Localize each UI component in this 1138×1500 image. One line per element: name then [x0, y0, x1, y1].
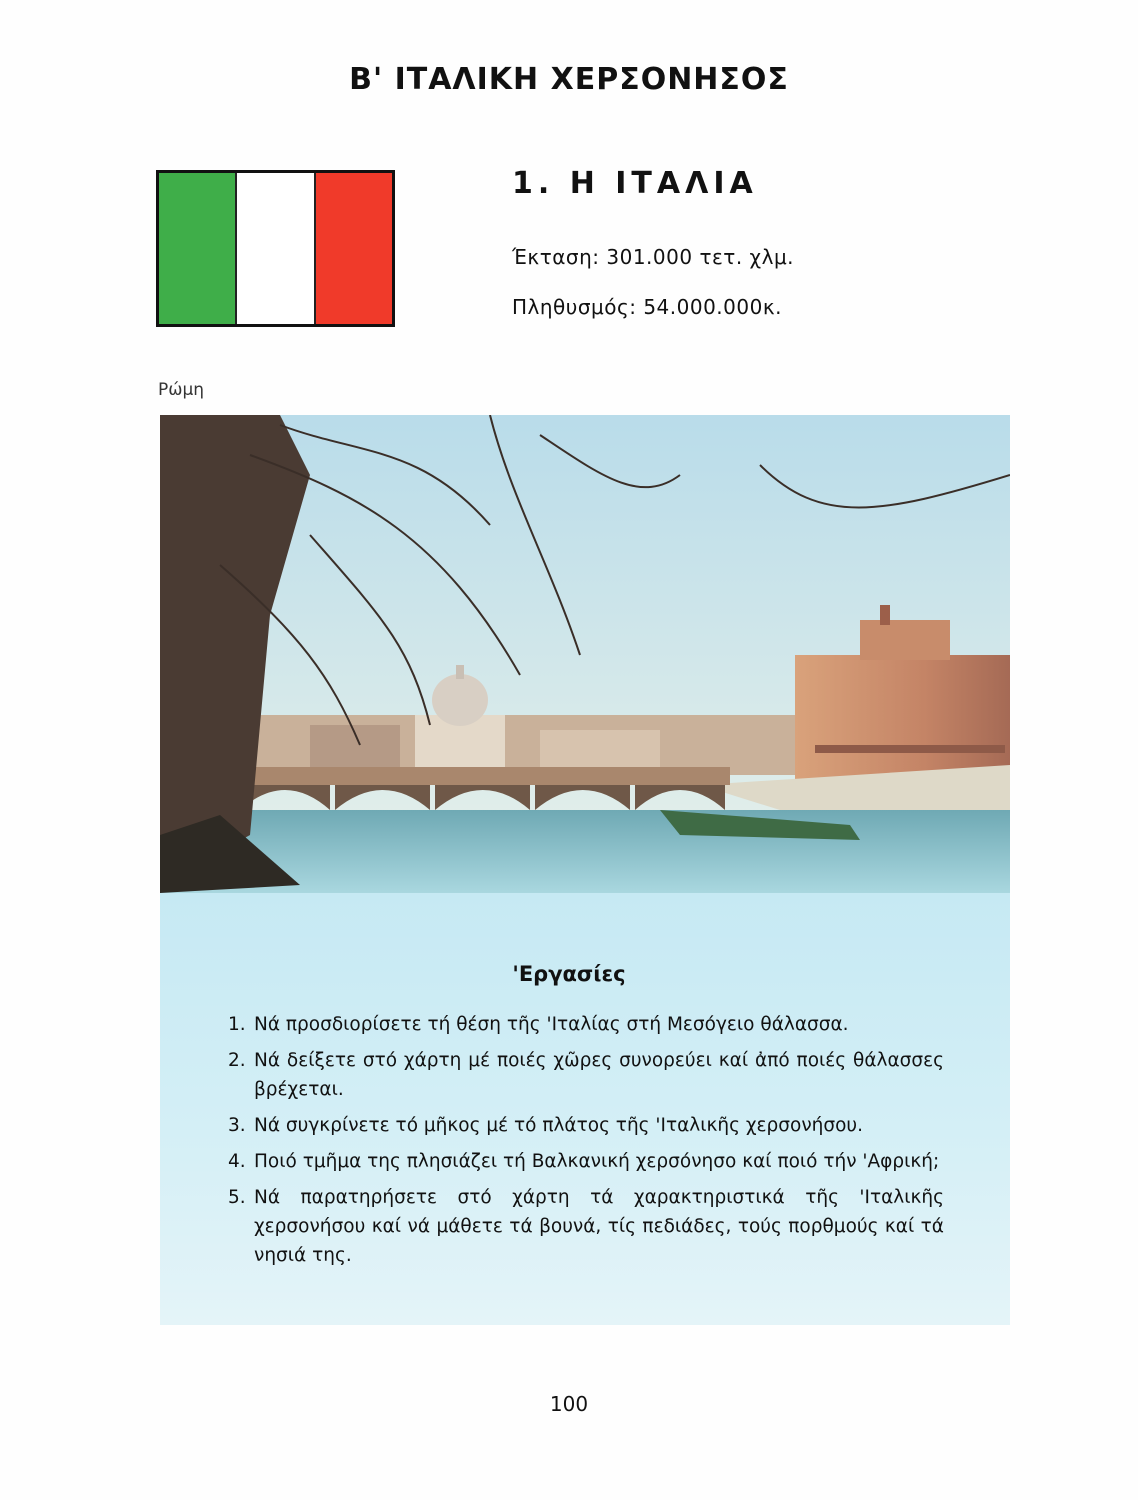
- italy-flag: [156, 170, 395, 327]
- task-number: 1.: [228, 1014, 246, 1035]
- task-item: [228, 1147, 944, 1176]
- task-text: Νά δείξετε στό χάρτη μέ ποιές χῶρες συνορεύει καί ἀπό ποιές θάλασσες βρέχεται.: [254, 1050, 944, 1100]
- task-item: [228, 1046, 944, 1104]
- task-number: 3.: [228, 1115, 246, 1136]
- area-fact: Έκταση: 301.000 τετ. χλμ.: [512, 245, 795, 269]
- task-number: 4.: [228, 1151, 246, 1172]
- flag-stripe-red: [316, 173, 392, 324]
- flag-stripe-white: [237, 173, 315, 324]
- task-list: [228, 1010, 944, 1277]
- population-fact: Πληθυσμός: 54.000.000κ.: [512, 295, 782, 319]
- tasks-heading: 'Εργασίες: [512, 962, 626, 986]
- task-item: [228, 1010, 944, 1039]
- rome-photo: [160, 415, 1010, 893]
- task-text: Νά παρατηρήσετε στό χάρτη τά χαρακτηριστικά τῆς 'Ιταλικῆς χερσονήσου καί νά μάθετε τά βουνά, τίς πεδιάδες, τούς πορθμούς καί τά νησιά της.: [254, 1187, 944, 1266]
- task-number: 5.: [228, 1187, 246, 1208]
- chapter-title: Β' ΙΤΑΛΙΚΗ ΧΕΡΣΟΝΗΣΟΣ: [349, 62, 789, 97]
- task-item: [228, 1183, 944, 1270]
- task-number: 2.: [228, 1050, 246, 1071]
- task-text: Ποιό τμῆμα της πλησιάζει τή Βαλκανική χερσόνησο καί ποιό τήν 'Αφρική;: [254, 1151, 940, 1172]
- task-item: [228, 1111, 944, 1140]
- flag-stripe-green: [159, 173, 237, 324]
- task-text: Νά προσδιορίσετε τή θέση τῆς 'Ιταλίας στή Μεσόγειο θάλασσα.: [254, 1014, 849, 1035]
- page-number: 100: [549, 1392, 589, 1416]
- photo-caption: Ρώμη: [158, 380, 205, 400]
- section-title: 1. Η ΙΤΑΛΙΑ: [512, 166, 758, 201]
- task-text: Νά συγκρίνετε τό μῆκος μέ τό πλάτος τῆς 'Ιταλικῆς χερσονήσου.: [254, 1115, 864, 1136]
